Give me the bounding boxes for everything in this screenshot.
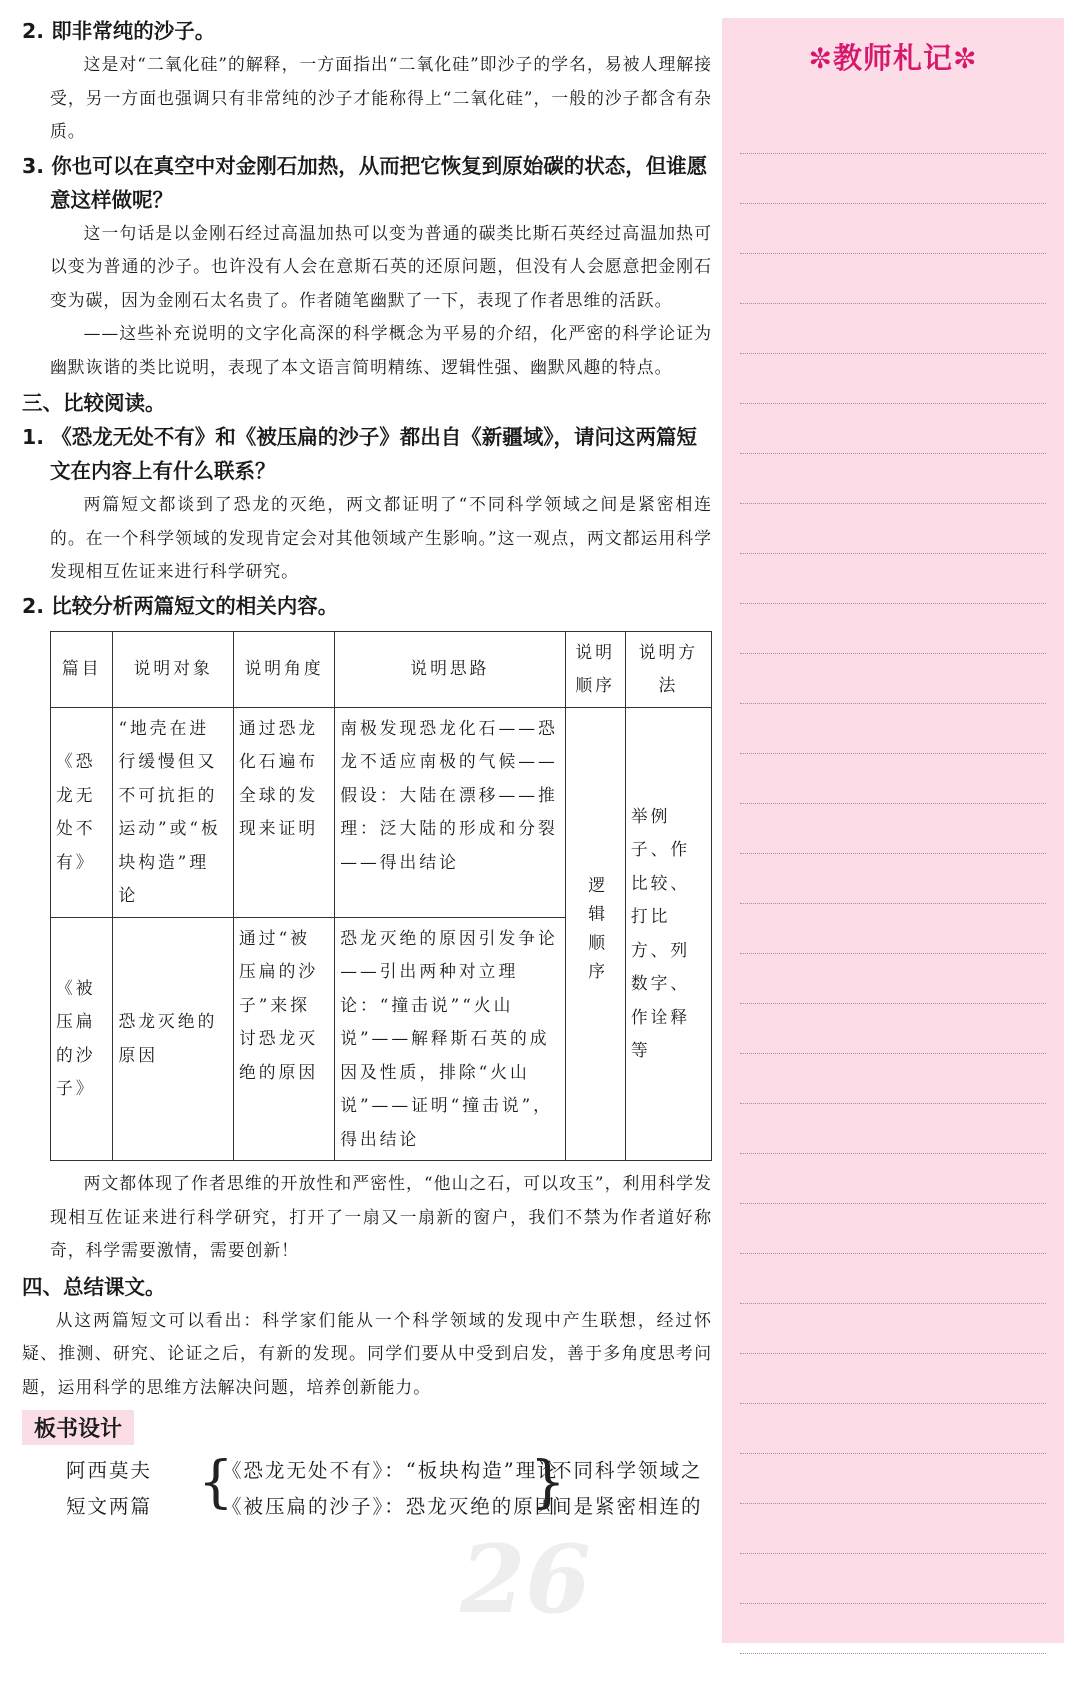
note-line [740,854,1046,904]
board-left-line-1: 阿西莫夫 [66,1459,153,1482]
section-heading: 三、比较阅读。 [22,391,166,415]
left-brace-icon: { [198,1450,236,1515]
note-line [740,354,1046,404]
note-line [740,154,1046,204]
question-text: 即非常纯的沙子。 [51,19,216,43]
note-line [740,754,1046,804]
board-left-line-2: 短文两篇 [66,1495,153,1518]
teacher-notes-panel [722,18,1064,1643]
teacher-notes-label: 教师札记 [832,41,953,75]
board-design [22,1451,712,1531]
board-mid-line-1: 《恐龙无处不有》：“板块构造”理论 [222,1459,559,1482]
answer-paragraph: 这一句话是以金刚石经过高温加热可以变为普通的碳类比斯石英经过高温加热可以变为普通的沙子。也许没有人会在意斯石英的还原问题，但没有人会愿意把金刚石变为碳，因为金刚石太名贵了。作者随笔幽默了一下，表现了作者思维的活跃。 [50,222,712,310]
table-cell-title: 《恐龙无处不有》 [51,707,113,917]
question-number: 2. [22,593,45,618]
note-line [740,1004,1046,1054]
answer-paragraph: 这是对“二氧化硅”的解释，一方面指出“二氧化硅”即沙子的学名，易被人理解接受，另一方面也强调只有非常纯的沙子才能称得上“二氧化硅”，一般的沙子都含有杂质。 [50,54,712,141]
page-number: 26 [460,1525,591,1635]
note-line [740,954,1046,1004]
table-cell-angle: 通过恐龙化石遍布全球的发现来证明 [234,707,335,917]
note-line [740,1204,1046,1254]
note-line [740,1554,1046,1604]
question-number: 2. [22,19,45,43]
note-line [740,1454,1046,1504]
table-cell-order [565,707,625,1161]
board-design-title: 板书设计 [22,1410,134,1445]
compare-question-2 [22,589,712,623]
main-content [22,14,712,1531]
note-line [740,504,1046,554]
table-header-cell: 篇目 [51,631,113,707]
note-line [740,804,1046,854]
note-line [740,704,1046,754]
note-line [740,1104,1046,1154]
table-cell-idea: 恐龙灭绝的原因引发争论——引出两种对立理论：“撞击说”“火山说”——解释斯石英的成因及性质，排除“火山说”——证明“撞击说”，得出结论 [335,917,565,1161]
note-line [740,1154,1046,1204]
note-line [740,1054,1046,1104]
table-header-cell: 说明角度 [234,631,335,707]
note-line [740,554,1046,604]
table-cell-object: 恐龙灭绝的原因 [113,917,234,1161]
note-line [740,1604,1046,1654]
flower-icon: ✼ [953,42,978,75]
summary-paragraph: ——这些补充说明的文字化高深的科学概念为平易的介绍，化严密的科学论证为幽默诙谐的类比说明，表现了本文语言简明精练、逻辑性强、幽默风趣的特点。 [50,323,712,377]
order-text: 逻辑顺序 [585,876,606,992]
table-cell-title: 《被压扁的沙子》 [51,917,113,1161]
board-right-line-1: 不同科学领域之 [552,1459,703,1482]
note-line [740,1254,1046,1304]
note-line [740,654,1046,704]
summary-paragraph: 从这两篇短文可以看出：科学家们能从一个科学领域的发现中产生联想，经过怀疑、推测、研究、论证之后，有新的发现。同学们要从中受到启发，善于多角度思考问题，运用科学的思维方法解决问题，培养创新能力。 [22,1309,712,1397]
note-line [740,304,1046,354]
table-header-cell: 说明顺序 [565,631,625,707]
note-line [740,1304,1046,1354]
question-number: 3. [22,153,45,178]
table-cell-idea: 南极发现恐龙化石——恐龙不适应南极的气候——假设：大陆在漂移——推理：泛大陆的形成和分裂——得出结论 [335,707,565,917]
question-text: 《恐龙无处不有》和《被压扁的沙子》都出自《新疆域》，请问这两篇短文在内容上有什么联系？ [50,425,697,483]
note-line [740,904,1046,954]
note-line [740,454,1046,504]
section-heading: 四、总结课文。 [22,1274,166,1299]
question-3 [22,149,712,217]
board-right-line-2: 间是紧密相连的 [552,1495,703,1518]
question-number: 1. [22,425,45,449]
table-header-cell: 说明方法 [625,631,711,707]
table-cell-object: “地壳在进行缓慢但又不可抗拒的运动”或“板块构造”理论 [113,707,234,917]
table-header-cell: 说明思路 [335,631,565,707]
answer-paragraph: 两文都体现了作者思维的开放性和严密性，“他山之石，可以攻玉”，利用科学发现相互佐证来进行科学研究，打开了一扇又一扇新的窗户，我们不禁为作者道好称奇，科学需要激情，需要创新！ [50,1173,712,1260]
compare-question-1 [22,420,712,488]
right-brace-icon: } [530,1450,568,1515]
comparison-table [50,631,712,1162]
table-header-cell: 说明对象 [113,631,234,707]
note-line [740,254,1046,304]
question-text: 你也可以在真空中对金刚石加热，从而把它恢复到原始碳的状态，但谁愿意这样做呢？ [50,153,708,212]
note-line [740,204,1046,254]
table-cell-method: 举例子、作比较、打比方、列数字、作诠释等 [625,707,711,1161]
question-text: 比较分析两篇短文的相关内容。 [51,593,339,618]
note-line [740,604,1046,654]
table-header-row [51,631,712,707]
note-lines [740,104,1046,1654]
note-line [740,1354,1046,1404]
note-line [740,404,1046,454]
teacher-notes-title [722,36,1064,77]
note-line [740,1504,1046,1554]
table-cell-angle: 通过“被压扁的沙子”来探讨恐龙灭绝的原因 [234,917,335,1161]
answer-paragraph: 两篇短文都谈到了恐龙的灭绝，两文都证明了“不同科学领域之间是紧密相连的。在一个科学领域的发现肯定会对其他领域产生影响。”这一观点，两文都运用科学发现相互佐证来进行科学研究。 [50,494,712,581]
note-line [740,1404,1046,1454]
table-row [51,707,712,917]
board-mid-line-2: 《被压扁的沙子》：恐龙灭绝的原因 [222,1495,557,1518]
flower-icon: ✼ [808,42,833,75]
note-line [740,104,1046,154]
question-2 [22,14,712,48]
